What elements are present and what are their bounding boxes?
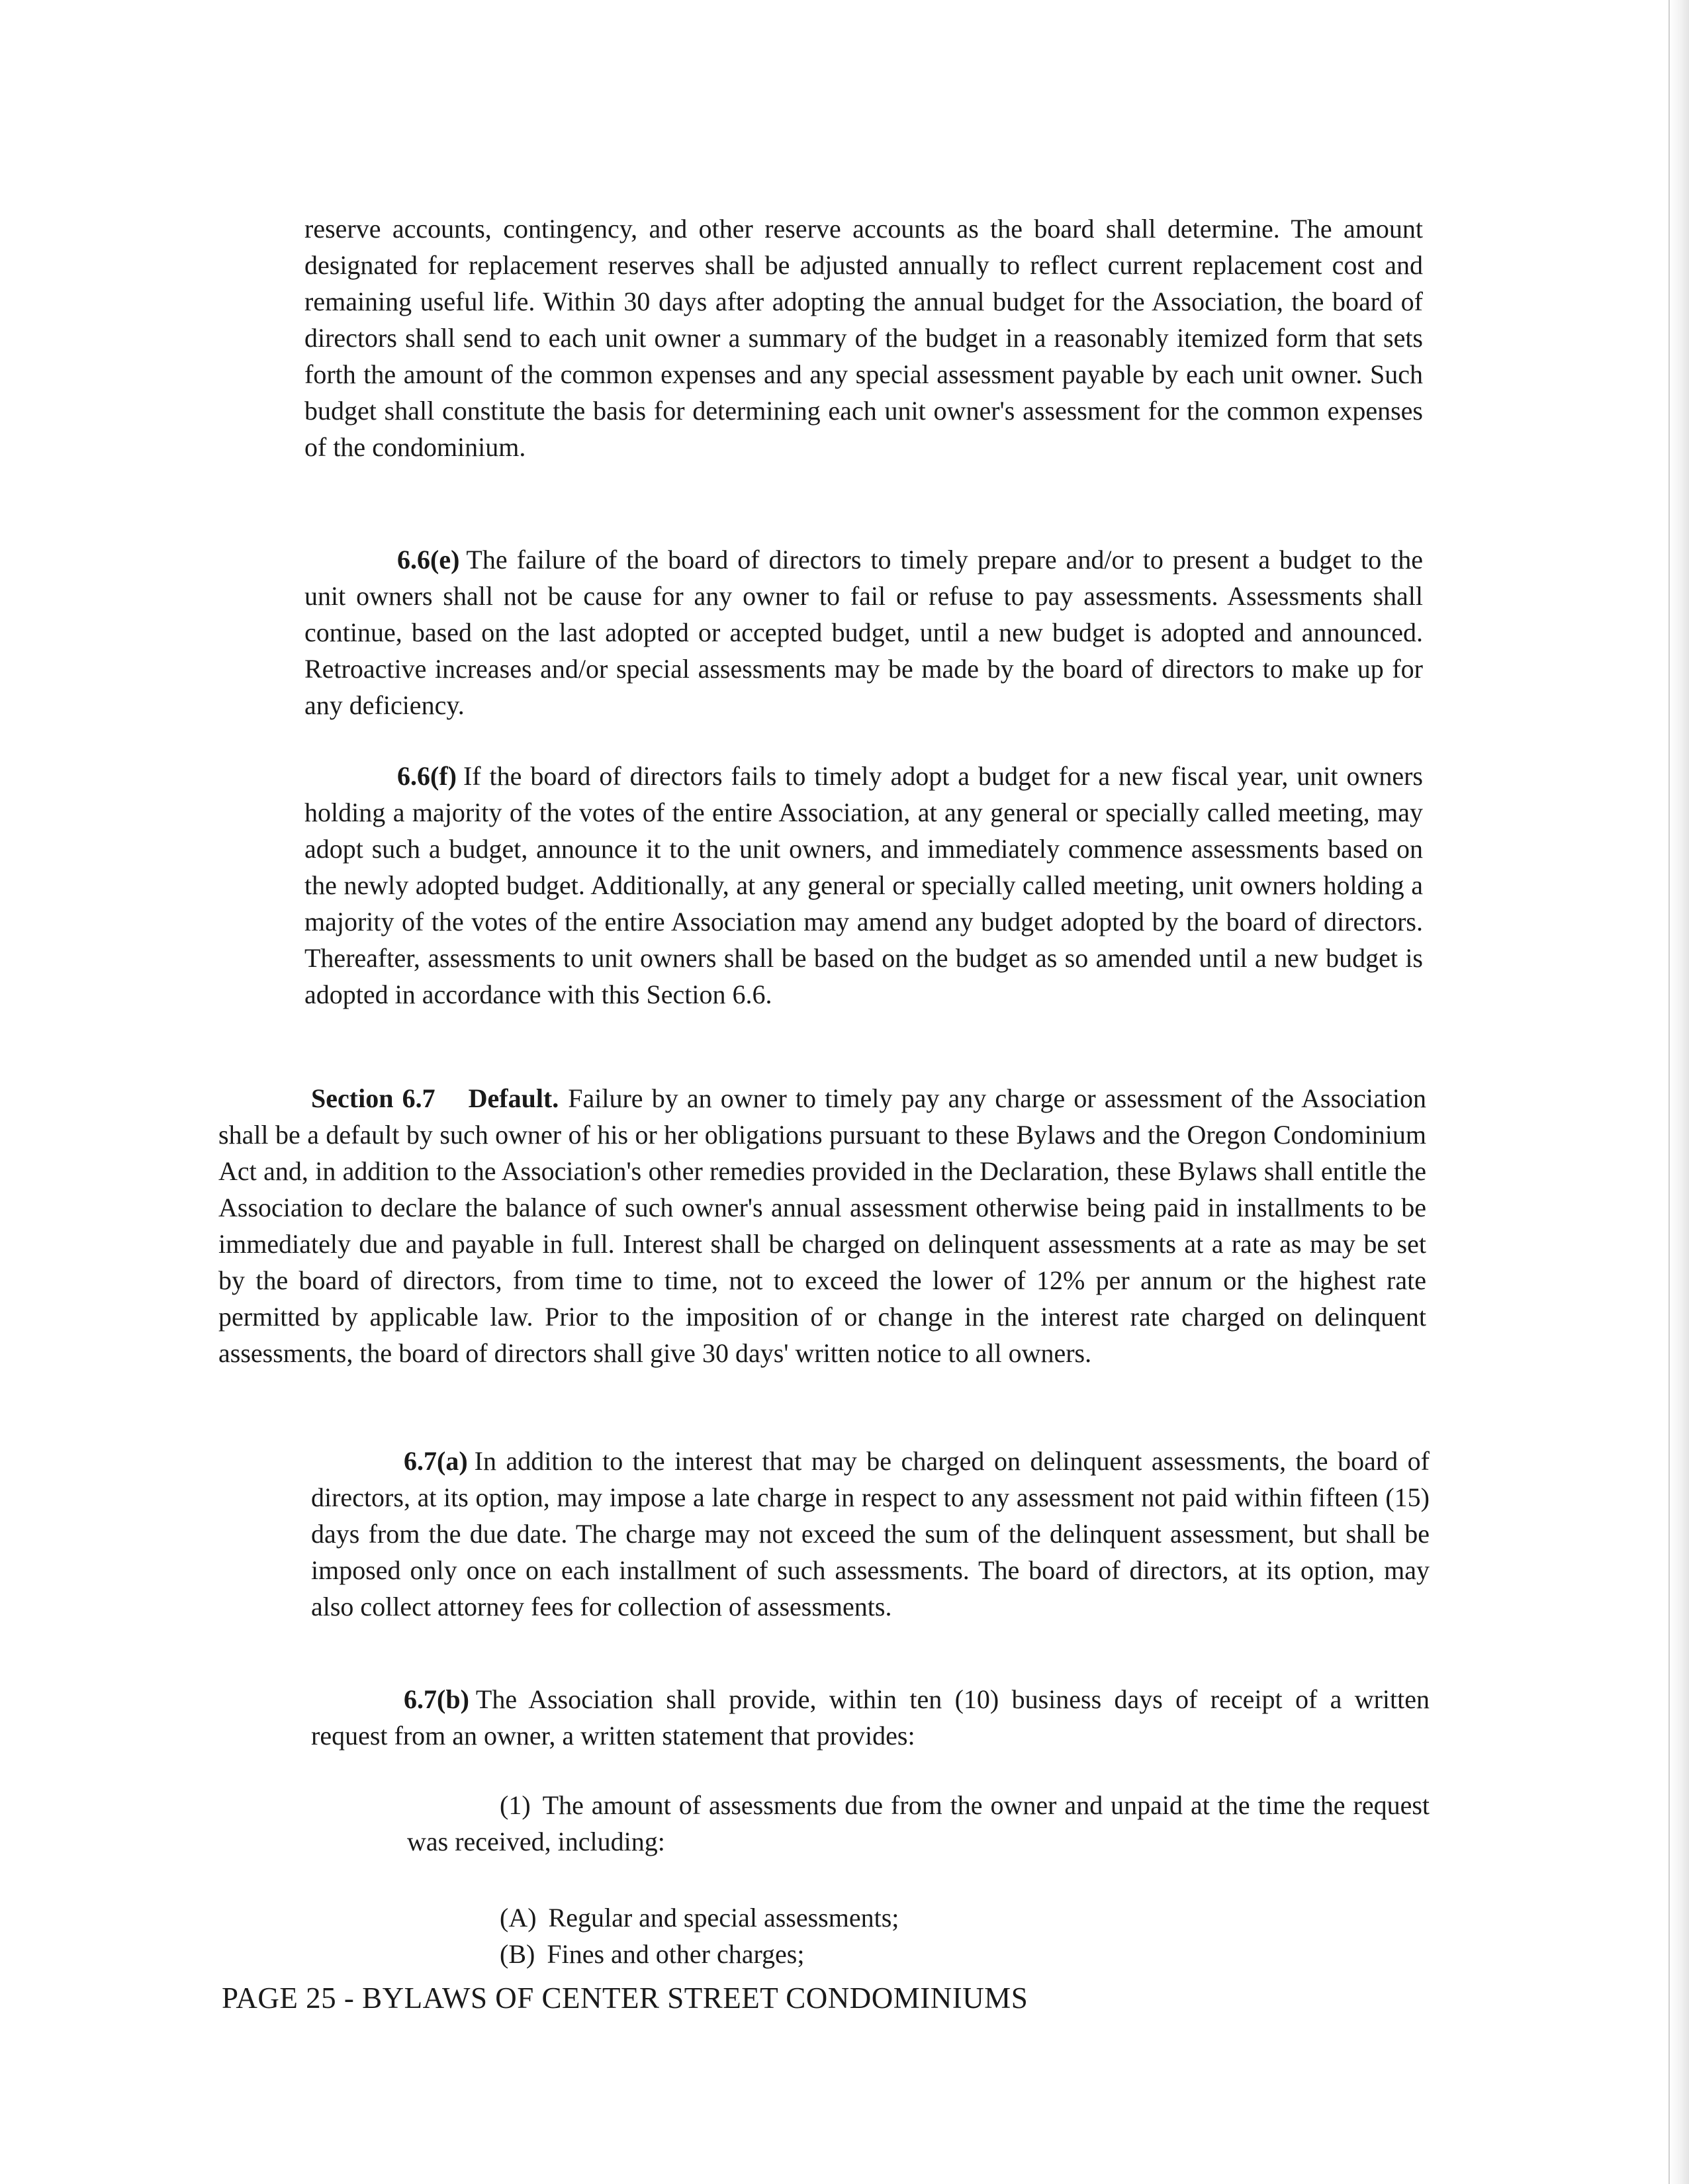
section-text: The Association shall provide, within ten (10) business days of receipt of a written request from an owner, a written statement that provides: bbox=[311, 1684, 1430, 1751]
section-number: 6.7(b) bbox=[404, 1684, 469, 1714]
section-6-7-a bbox=[311, 1443, 1430, 1625]
scan-edge-shadow bbox=[1669, 0, 1689, 2184]
subsection-1 bbox=[407, 1787, 1430, 1860]
section-title: Default. bbox=[468, 1083, 559, 1113]
list-item bbox=[500, 1936, 805, 1972]
subsection-number: (1) bbox=[500, 1790, 531, 1820]
list-item bbox=[500, 1899, 899, 1936]
section-6-7 bbox=[218, 1080, 1426, 1371]
intro-paragraph: reserve accounts, contingency, and other reserve accounts as the board shall determine. The amount designated for replacement reserves shall be adjusted annually to reflect current replacement cost and remaining useful life. Within 30 days after adopting the annual budget for the Association, the board of directors shall send to each unit owner a summary of the budget in a reasonably itemized form that sets forth the amount of the common expenses and any special assessment payable by each unit owner. Such budget shall constitute the basis for determining each unit owner's assessment for the common expenses of the condominium. bbox=[304, 214, 1423, 462]
section-number: 6.6(e) bbox=[397, 545, 460, 574]
section-6-7-b bbox=[311, 1681, 1430, 1754]
list-item-text: Regular and special assessments; bbox=[548, 1903, 899, 1933]
section-label: Section 6.7 bbox=[311, 1083, 435, 1113]
section-text: The failure of the board of directors to timely prepare and/or to present a budget to the unit owners shall not be cause for any owner to fail or refuse to pay assessments. Assessments shall continue, based on the last adopted or accepted budget, until a new budget is adopted and announced. Retroactive increases and/or special assessments may be made by the board of directors to make up for any deficiency. bbox=[304, 545, 1423, 720]
section-text: If the board of directors fails to timely adopt a budget for a new fiscal year, unit owners holding a majority of the votes of the entire Association, at any general or specially called meeting, may adopt such a budget, announce it to the unit owners, and immediately commence assessments based on the newly adopted budget. Additionally, at any general or specially called meeting, unit owners holding a majority of the votes of the entire Association may amend any budget adopted by the board of directors. Thereafter, assessments to unit owners shall be based on the budget as so amended until a new budget is adopted in accordance with this Section 6.6. bbox=[304, 761, 1423, 1009]
section-6-6-f bbox=[304, 758, 1423, 1013]
section-6-6-e bbox=[304, 541, 1423, 723]
section-number: 6.6(f) bbox=[397, 761, 457, 791]
subsection-text: The amount of assessments due from the owner and unpaid at the time the request was received, including: bbox=[407, 1790, 1430, 1856]
section-number: 6.7(a) bbox=[404, 1446, 468, 1476]
list-item-text: Fines and other charges; bbox=[547, 1939, 805, 1969]
section-text: Failure by an owner to timely pay any charge or assessment of the Association shall be a default by such owner of his or her obligations pursuant to these Bylaws and the Oregon Condominium Act and, in addition to the Association's other remedies provided in the Declaration, these Bylaws shall entitle the Association to declare the balance of such owner's annual assessment otherwise being paid in installments to be immediately due and payable in full. Interest shall be charged on delinquent assessments at a rate as may be set by the board of directors, from time to time, not to exceed the lower of 12% per annum or the highest rate permitted by applicable law. Prior to the imposition of or change in the interest rate charged on delinquent assessments, the board of directors shall give 30 days' written notice to all owners. bbox=[218, 1083, 1427, 1368]
section-text: In addition to the interest that may be charged on delinquent assessments, the board of directors, at its option, may impose a late charge in respect to any assessment not paid within fifteen (15) days from the due date. The charge may not exceed the sum of the delinquent assessment, but shall be imposed only once on each installment of such assessments. The board of directors, at its option, may also collect attorney fees for collection of assessments. bbox=[311, 1446, 1430, 1621]
scan-edge-line bbox=[1668, 0, 1670, 2184]
list-item-label: (A) bbox=[500, 1903, 537, 1933]
list-item-label: (B) bbox=[500, 1939, 535, 1969]
page-footer: PAGE 25 - BYLAWS OF CENTER STREET CONDOMINIUMS bbox=[222, 1981, 1028, 2015]
